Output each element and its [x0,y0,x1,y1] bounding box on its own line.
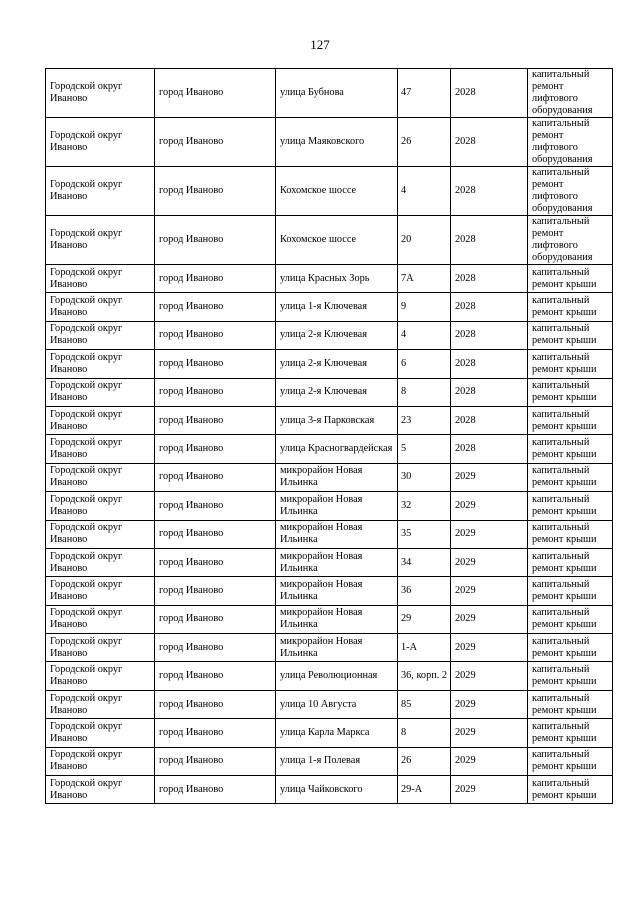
year-cell: 2029 [451,634,528,662]
work-type-cell: капитальный ремонт крыши [528,265,613,293]
municipality-cell: Городской округ Иваново [46,634,155,662]
house-number-cell: 6 [398,350,451,378]
year-cell: 2028 [451,435,528,463]
work-type-cell: капитальный ремонт крыши [528,520,613,548]
table-row [46,548,613,576]
work-type-cell: капитальный ремонт лифтового оборудования [528,118,613,167]
table-row [46,265,613,293]
street-cell: микрорайон Новая Ильинка [276,492,398,520]
settlement-cell: город Иваново [155,605,276,633]
settlement-cell: город Иваново [155,69,276,118]
year-cell: 2028 [451,406,528,434]
municipality-cell: Городской округ Иваново [46,605,155,633]
municipality-cell: Городской округ Иваново [46,776,155,804]
table-row [46,378,613,406]
settlement-cell: город Иваново [155,167,276,216]
settlement-cell: город Иваново [155,634,276,662]
settlement-cell: город Иваново [155,406,276,434]
table-row [46,293,613,321]
municipality-cell: Городской округ Иваново [46,662,155,690]
table-row [46,350,613,378]
table-row [46,634,613,662]
house-number-cell: 34 [398,548,451,576]
municipality-cell: Городской округ Иваново [46,492,155,520]
house-number-cell: 1-А [398,634,451,662]
house-number-cell: 29 [398,605,451,633]
street-cell: улица 10 Августа [276,690,398,718]
municipality-cell: Городской округ Иваново [46,69,155,118]
municipality-cell: Городской округ Иваново [46,690,155,718]
registry-table-body [46,69,613,804]
table-row [46,690,613,718]
year-cell: 2028 [451,118,528,167]
year-cell: 2028 [451,293,528,321]
settlement-cell: город Иваново [155,216,276,265]
table-row [46,435,613,463]
table-row [46,167,613,216]
settlement-cell: город Иваново [155,719,276,747]
year-cell: 2028 [451,69,528,118]
house-number-cell: 30 [398,463,451,491]
street-cell: Кохомское шоссе [276,167,398,216]
year-cell: 2028 [451,265,528,293]
street-cell: улица 2-я Ключевая [276,378,398,406]
street-cell: улица 2-я Ключевая [276,350,398,378]
work-type-cell: капитальный ремонт крыши [528,321,613,349]
house-number-cell: 35 [398,520,451,548]
work-type-cell: капитальный ремонт крыши [528,577,613,605]
table-row [46,520,613,548]
house-number-cell: 29-А [398,776,451,804]
year-cell: 2029 [451,463,528,491]
work-type-cell: капитальный ремонт крыши [528,406,613,434]
settlement-cell: город Иваново [155,463,276,491]
table-row [46,719,613,747]
street-cell: микрорайон Новая Ильинка [276,605,398,633]
street-cell: улица 2-я Ключевая [276,321,398,349]
street-cell: микрорайон Новая Ильинка [276,577,398,605]
work-type-cell: капитальный ремонт крыши [528,747,613,775]
settlement-cell: город Иваново [155,265,276,293]
house-number-cell: 85 [398,690,451,718]
house-number-cell: 23 [398,406,451,434]
work-type-cell: капитальный ремонт лифтового оборудования [528,167,613,216]
municipality-cell: Городской округ Иваново [46,747,155,775]
municipality-cell: Городской округ Иваново [46,378,155,406]
municipality-cell: Городской округ Иваново [46,216,155,265]
settlement-cell: город Иваново [155,435,276,463]
year-cell: 2029 [451,577,528,605]
table-row [46,216,613,265]
year-cell: 2029 [451,520,528,548]
work-type-cell: капитальный ремонт крыши [528,719,613,747]
street-cell: улица 1-я Ключевая [276,293,398,321]
work-type-cell: капитальный ремонт крыши [528,435,613,463]
street-cell: микрорайон Новая Ильинка [276,463,398,491]
street-cell: микрорайон Новая Ильинка [276,634,398,662]
settlement-cell: город Иваново [155,690,276,718]
municipality-cell: Городской округ Иваново [46,719,155,747]
municipality-cell: Городской округ Иваново [46,265,155,293]
year-cell: 2029 [451,719,528,747]
house-number-cell: 5 [398,435,451,463]
work-type-cell: капитальный ремонт крыши [528,605,613,633]
street-cell: улица Маяковского [276,118,398,167]
settlement-cell: город Иваново [155,747,276,775]
work-type-cell: капитальный ремонт крыши [528,662,613,690]
work-type-cell: капитальный ремонт крыши [528,350,613,378]
house-number-cell: 47 [398,69,451,118]
house-number-cell: 8 [398,719,451,747]
table-row [46,321,613,349]
work-type-cell: капитальный ремонт лифтового оборудования [528,69,613,118]
year-cell: 2029 [451,747,528,775]
house-number-cell: 4 [398,167,451,216]
municipality-cell: Городской округ Иваново [46,118,155,167]
house-number-cell: 20 [398,216,451,265]
municipality-cell: Городской округ Иваново [46,321,155,349]
street-cell: улица Красногвардейская [276,435,398,463]
year-cell: 2029 [451,548,528,576]
year-cell: 2028 [451,321,528,349]
street-cell: улица 3-я Парковская [276,406,398,434]
street-cell: микрорайон Новая Ильинка [276,548,398,576]
house-number-cell: 36, корп. 2 [398,662,451,690]
year-cell: 2029 [451,776,528,804]
table-row [46,747,613,775]
table-row [46,662,613,690]
street-cell: улица Чайковского [276,776,398,804]
municipality-cell: Городской округ Иваново [46,463,155,491]
street-cell: Кохомское шоссе [276,216,398,265]
year-cell: 2029 [451,605,528,633]
municipality-cell: Городской округ Иваново [46,548,155,576]
street-cell: улица 1-я Полевая [276,747,398,775]
work-type-cell: капитальный ремонт крыши [528,293,613,321]
page-number: 127 [310,37,330,52]
municipality-cell: Городской округ Иваново [46,293,155,321]
table-row [46,69,613,118]
settlement-cell: город Иваново [155,520,276,548]
work-type-cell: капитальный ремонт крыши [528,463,613,491]
year-cell: 2029 [451,662,528,690]
registry-table [45,68,613,804]
settlement-cell: город Иваново [155,321,276,349]
settlement-cell: город Иваново [155,492,276,520]
street-cell: улица Революционная [276,662,398,690]
work-type-cell: капитальный ремонт крыши [528,634,613,662]
municipality-cell: Городской округ Иваново [46,406,155,434]
house-number-cell: 26 [398,747,451,775]
house-number-cell: 4 [398,321,451,349]
table-row [46,118,613,167]
house-number-cell: 32 [398,492,451,520]
work-type-cell: капитальный ремонт крыши [528,690,613,718]
municipality-cell: Городской округ Иваново [46,520,155,548]
table-row [46,605,613,633]
table-row [46,776,613,804]
settlement-cell: город Иваново [155,662,276,690]
work-type-cell: капитальный ремонт крыши [528,492,613,520]
house-number-cell: 8 [398,378,451,406]
settlement-cell: город Иваново [155,776,276,804]
settlement-cell: город Иваново [155,577,276,605]
house-number-cell: 9 [398,293,451,321]
house-number-cell: 26 [398,118,451,167]
street-cell: микрорайон Новая Ильинка [276,520,398,548]
municipality-cell: Городской округ Иваново [46,577,155,605]
municipality-cell: Городской округ Иваново [46,435,155,463]
house-number-cell: 36 [398,577,451,605]
house-number-cell: 7А [398,265,451,293]
work-type-cell: капитальный ремонт крыши [528,548,613,576]
street-cell: улица Красных Зорь [276,265,398,293]
year-cell: 2028 [451,167,528,216]
settlement-cell: город Иваново [155,350,276,378]
municipality-cell: Городской округ Иваново [46,167,155,216]
year-cell: 2028 [451,216,528,265]
street-cell: улица Карла Маркса [276,719,398,747]
settlement-cell: город Иваново [155,118,276,167]
street-cell: улица Бубнова [276,69,398,118]
year-cell: 2028 [451,378,528,406]
table-row [46,463,613,491]
table-row [46,492,613,520]
table-row [46,577,613,605]
table-row [46,406,613,434]
settlement-cell: город Иваново [155,548,276,576]
settlement-cell: город Иваново [155,378,276,406]
year-cell: 2028 [451,350,528,378]
work-type-cell: капитальный ремонт крыши [528,378,613,406]
year-cell: 2029 [451,492,528,520]
municipality-cell: Городской округ Иваново [46,350,155,378]
year-cell: 2029 [451,690,528,718]
work-type-cell: капитальный ремонт крыши [528,776,613,804]
settlement-cell: город Иваново [155,293,276,321]
work-type-cell: капитальный ремонт лифтового оборудования [528,216,613,265]
